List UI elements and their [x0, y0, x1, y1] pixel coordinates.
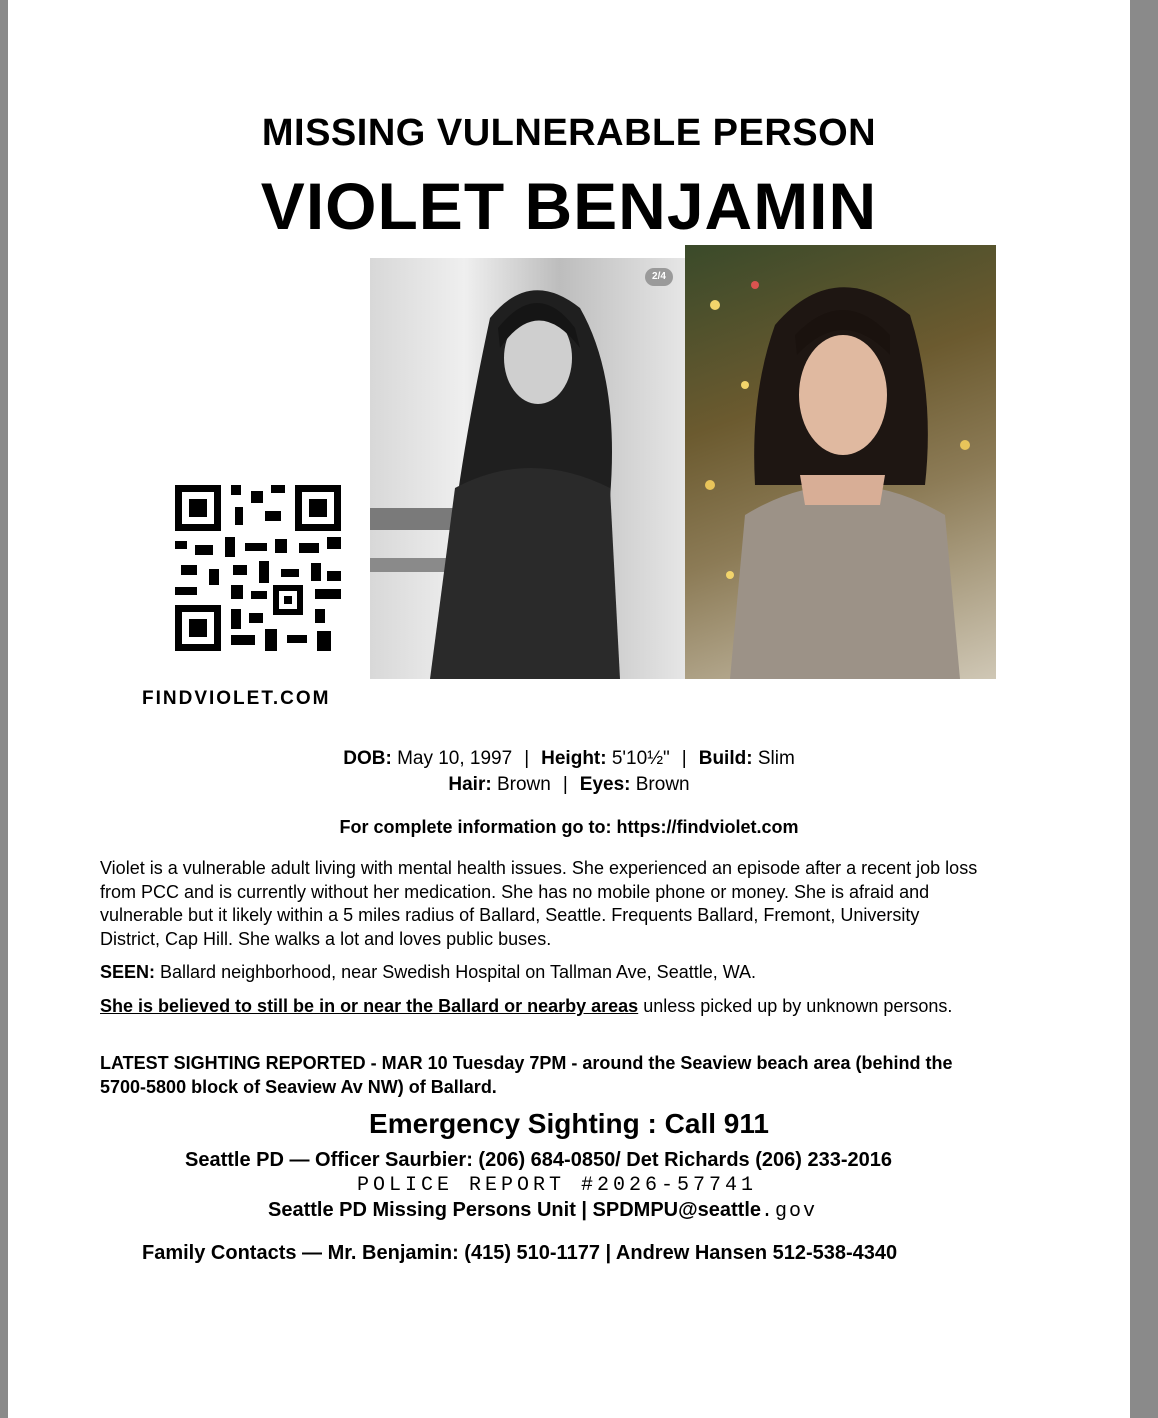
email-domain-suffix: .gov: [761, 1200, 818, 1223]
family-contacts: Family Contacts — Mr. Benjamin: (415) 510-1177 | Andrew Hansen 512-538-4340: [142, 1242, 898, 1264]
believed-paragraph: [100, 995, 980, 1019]
believed-underlined: She is believed to still be in or near the Ballard or nearby areas: [100, 996, 639, 1016]
police-report-number: POLICE REPORT #2026-57741: [357, 1174, 758, 1197]
separator: |: [681, 748, 687, 769]
vitals-line-2: [0, 774, 1138, 796]
qr-code-icon[interactable]: [175, 485, 341, 651]
height-label: Height:: [541, 748, 607, 769]
description-paragraph: Violet is a vulnerable adult living with mental health issues. She experienced an episode after a recent job loss from PCC and is currently without her medication. She has no mobile phone or money. She is afraid and vulnerable but it likely within a 5 miles radius of Ballard, Seattle. Frequents Ballard, Fremont, University District, Cap Hill. She walks a lot and loves public buses.: [100, 858, 978, 949]
missing-unit-text: Seattle PD Missing Persons Unit | SPDMPU@seattle: [268, 1199, 761, 1221]
height-value: 5'10½": [611, 748, 670, 769]
latest-sighting: LATEST SIGHTING REPORTED - MAR 10 Tuesday 7PM - around the Seaview beach area (behind the 5700-5800 block of Seaview Av NW) of Ballard.: [100, 1053, 953, 1097]
photo-color: [685, 245, 996, 679]
vitals-line-1: [0, 748, 1138, 770]
website-label: FINDVIOLET.COM: [142, 688, 331, 709]
eyes-label: Eyes:: [579, 774, 631, 795]
emergency-heading: Emergency Sighting : Call 911: [369, 1108, 769, 1139]
believed-rest: unless picked up by unknown persons.: [638, 996, 953, 1016]
seen-label: SEEN:: [100, 962, 156, 982]
build-value: Slim: [757, 748, 795, 769]
hair-value: Brown: [496, 774, 551, 795]
build-label: Build:: [698, 748, 753, 769]
hair-label: Hair:: [448, 774, 492, 795]
separator: |: [524, 748, 530, 769]
missing-persons-unit: [268, 1199, 817, 1223]
separator: |: [562, 774, 568, 795]
photo-counter-badge: 2/4: [645, 268, 673, 286]
eyes-value: Brown: [635, 774, 690, 795]
seen-paragraph: [100, 961, 980, 985]
seen-value: Ballard neighborhood, near Swedish Hospital on Tallman Ave, Seattle, WA.: [160, 962, 757, 982]
photo-black-white: [370, 258, 685, 679]
person-name: VIOLET BENJAMIN: [260, 169, 878, 243]
poster-title: MISSING VULNERABLE PERSON: [261, 112, 877, 154]
info-link-line[interactable]: For complete information go to: https://findviolet.com: [339, 817, 799, 837]
dob-label: DOB:: [343, 748, 392, 769]
dob-value: May 10, 1997: [397, 748, 513, 769]
seattle-pd-contacts: Seattle PD — Officer Saurbier: (206) 684-0850/ Det Richards (206) 233-2016: [185, 1149, 892, 1171]
